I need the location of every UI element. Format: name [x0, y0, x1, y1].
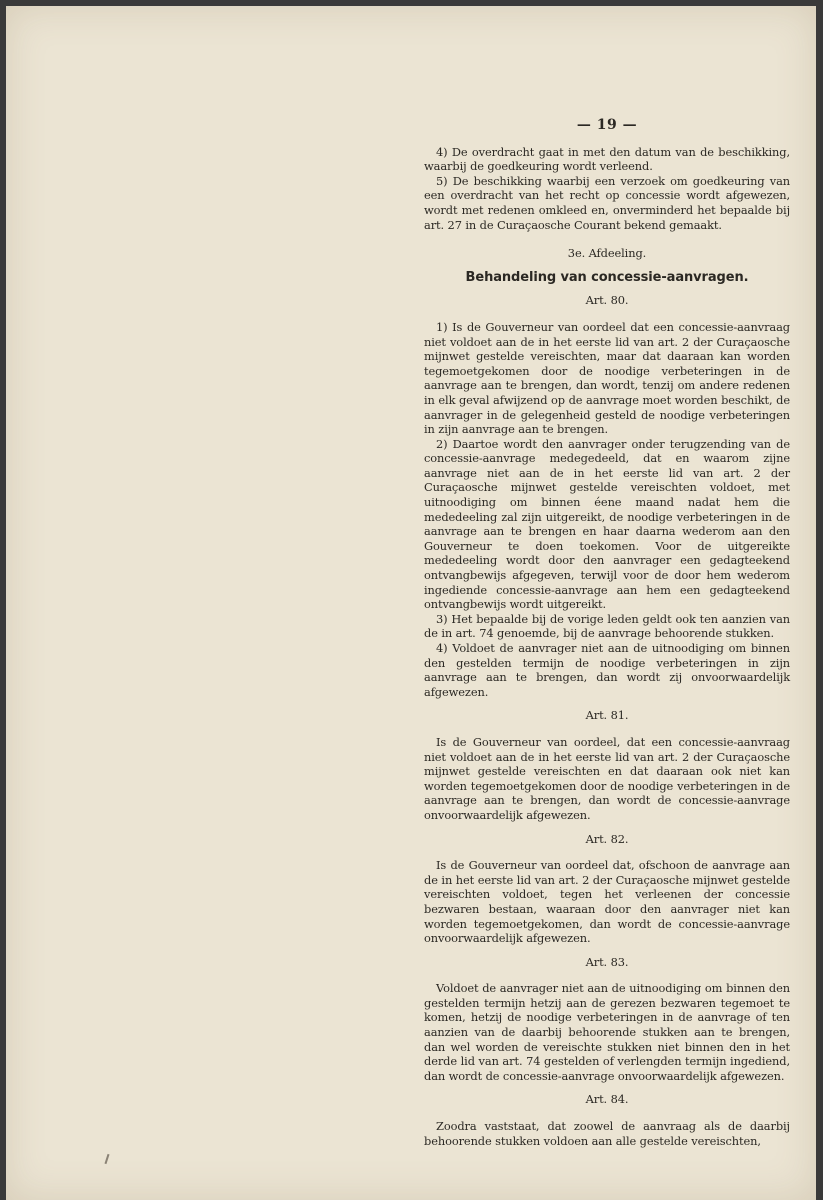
article-heading: Art. 80. — [585, 293, 629, 308]
paragraph: Is de Gouverneur van oordeel, dat een concessie-aanvraag niet voldoet aan de in het eerste lid van art. 2 der Curaçaosche mijnwet gestelde vereischten en dat daaraan ook niet kan worden tegemoetgekomen door de noodige verbeteringen in de aanvrage aan te brengen, dan wordt de concessie-aanvrage onvoorwaardelijk afgewezen. — [424, 734, 790, 822]
paragraph: 1) Is de Gouverneur van oordeel dat een concessie-aanvraag niet voldoet aan de in het eerste lid van art. 2 der Curaçaosche mijnwet gestelde vereischten, maar dat daaraan kan worden tegemoetgekomen door de noodige verbeteringen in de aanvrage aan te brengen, dan wordt, tenzij om andere redenen in elk geval afwijzend op de aanvrage moet worden beschikt, de aanvrager in de gelegenheid gesteld de noodige verbeteringen in zijn aanvrage aan te brengen. — [424, 319, 790, 437]
paragraph: 4) De overdracht gaat in met den datum van de beschikking, waarbij de goedkeuring wordt verleend. — [424, 144, 790, 174]
paragraph: 5) De beschikking waarbij een verzoek om goedkeuring van een overdracht van het recht op concessie wordt afgewezen, wordt met redenen omkleed en, onverminderd het bepaalde bij art. 27 in de Curaçaosche Courant bekend gemaakt. — [424, 173, 790, 232]
paragraph: 3) Het bepaalde bij de vorige leden geldt ook ten aanzien van de in art. 74 genoemde, bij de aanvrage behoorende stukken. — [424, 611, 790, 641]
section-label: 3e. Afdeeling. — [567, 246, 647, 261]
paragraph: Voldoet de aanvrager niet aan de uitnoodiging om binnen den gestelden termijn hetzij aan de gerezen bezwaren tegemoet te komen, hetzij de noodige verbeteringen in de aanvrage of ten aanzien van de daarbij behoorende stukken aan te brengen, dan wel worden de vereischte stukken niet binnen den in het derde lid van art. 74 gestelden of verlengden termijn ingediend, dan wordt de concessie-aanvrage onvoorwaardelijk afgewezen. — [424, 981, 790, 1083]
article-heading: Art. 81. — [585, 708, 629, 723]
paragraph: Is de Gouverneur van oordeel dat, ofschoon de aanvrage aan de in het eerste lid van art. 2 der Curaçaosche mijnwet gestelde vereischten voldoet, tegen het verleenen der concessie bezwaren bestaan, waaraan door den aanvrager niet kan worden tegemoetgekomen, dan wordt de concessie-aanvrage onvoorwaardelijk afgewezen. — [424, 858, 790, 946]
text-column — [424, 118, 790, 1148]
pen-mark — [105, 1154, 110, 1164]
paragraph: 4) Voldoet de aanvrager niet aan de uitnoodiging om binnen den gestelden termijn de noodige verbeteringen in zijn aanvrage aan te brengen, dan wordt zij onvoorwaardelijk afgewezen. — [424, 641, 790, 699]
page-number: — 19 — — [576, 117, 638, 133]
article-heading: Art. 82. — [585, 831, 629, 846]
paragraph: 2) Daartoe wordt den aanvrager onder terugzending van de concessie-aanvrage medegedeeld, dat en waarom zijne aanvrage niet aan de in het eerste lid van art. 2 der Curaçaosche mijnwet gestelde vereischten voldoet, met uitnoodiging om binnen éene maand nadat hem die mededeeling zal zijn uitgereikt, de noodige verbeteringen in de aanvrage aan te brengen en haar daarna wederom aan den Gouverneur te doen toekomen. Voor de uitgereikte mededeeling wordt door den aanvrager een gedagteekend ontvangbewijs afgegeven, terwijl voor de door hem wederom ingediende concessie-aanvrage aan hem een gedagteekend ontvangbewijs wordt uitgereikt. — [424, 436, 790, 612]
article-heading: Art. 83. — [585, 954, 629, 969]
article-heading: Art. 84. — [585, 1092, 629, 1107]
section-title: Behandeling van concessie-aanvragen. — [465, 269, 749, 285]
document-page — [6, 6, 816, 1200]
paragraph: Zoodra vaststaat, dat zoowel de aanvraag als de daarbij behoorende stukken voldoen aan alle gestelde vereischten, — [424, 1119, 790, 1148]
